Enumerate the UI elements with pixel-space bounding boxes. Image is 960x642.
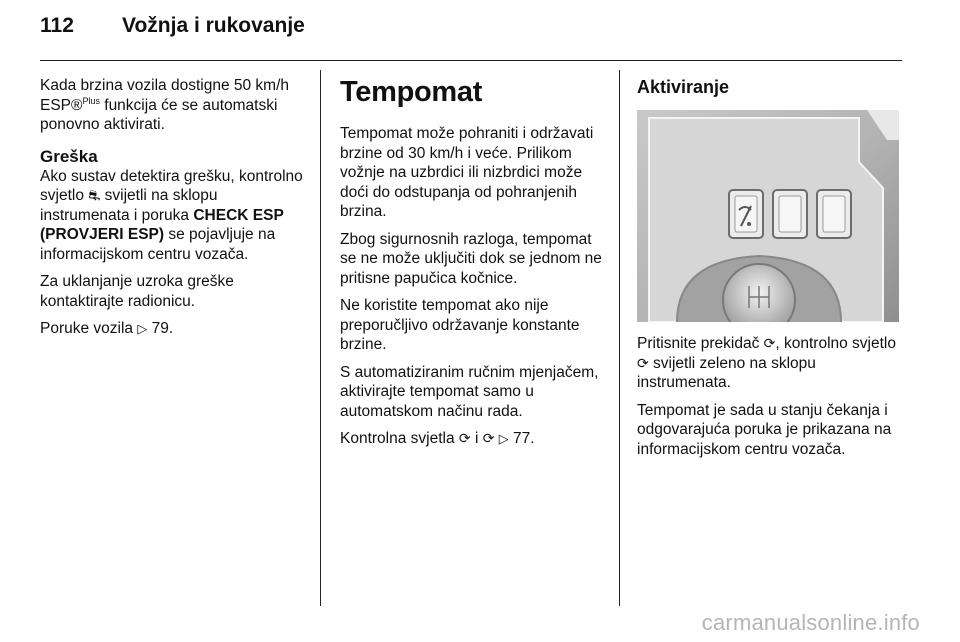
text: Pritisnite prekidač — [637, 335, 764, 352]
page-ref-number: 77. — [508, 430, 535, 447]
warning-paragraph: Ne koristite tempomat ako nije preporučljivo održavanje konstante brzine. — [340, 297, 580, 353]
page-ref-number: 79. — [147, 320, 174, 337]
cruise-intro-paragraph: Tempomat može pohraniti i održavati brzine od 30 km/h i veće. Prilikom vožnje na uzbrdici ili nizbrdici može doći do odstupanja od pohranjenih brzina. — [340, 125, 594, 220]
control-lights-ref — [340, 429, 606, 449]
error-paragraph — [40, 167, 308, 265]
gearbox-paragraph: S automatiziranim ručnim mjenjačem, aktivirajte tempomat samo u automatskom načinu rada. — [340, 363, 599, 420]
vehicle-messages-ref — [40, 319, 308, 339]
text: se pojavljuje na informacijskom centru vozača. — [40, 226, 276, 263]
column-right — [637, 76, 901, 467]
cruise-control-active-icon: ⟳ — [637, 354, 649, 371]
column-divider-1 — [320, 70, 321, 606]
text: i — [470, 430, 483, 447]
text: svijetli na sklopu instrumenata i poruka — [40, 187, 218, 224]
section-title: Vožnja i rukovanje — [122, 14, 305, 37]
esp-reactivation-paragraph — [40, 76, 308, 135]
header-rule — [40, 60, 902, 61]
text: Kontrolna svjetla — [340, 430, 459, 447]
column-divider-2 — [619, 70, 620, 606]
text: , kontrolno svjetlo — [775, 335, 896, 352]
page-ref-arrow-icon: ▷ — [498, 431, 509, 446]
watermark: carmanualsonline.info — [701, 610, 920, 635]
text: Ako sustav detektira grešku, kontrolno svjetlo — [40, 167, 303, 204]
column-left — [40, 76, 308, 347]
press-switch-paragraph — [637, 334, 901, 393]
brake-paragraph: Zbog sigurnosnih razloga, tempomat se ne može uključiti dok se jednom ne pritisne papučica kočnice. — [340, 230, 602, 287]
standby-paragraph: Tempomat je sada u stanju čekanja i odgovarajuća poruka je prikazana na informacijskom centru vozača. — [637, 401, 892, 458]
activation-heading: Aktiviranje — [637, 77, 730, 97]
column-middle — [340, 76, 606, 457]
center-console-switch-photo — [637, 110, 899, 322]
cruise-control-icon: ⟳ — [458, 430, 471, 446]
plus-superscript: Plus — [82, 95, 100, 106]
page-number: 112 — [40, 14, 74, 37]
workshop-paragraph: Za uklanjanje uzroka greške kontaktirajte radionicu. — [40, 273, 234, 310]
text: Kada brzina vozila dostigne 50 km/h ESP® — [40, 77, 290, 114]
esp-warning-icon: ⛐ — [88, 187, 101, 203]
text: svijetli zeleno na sklopu instrumenata. — [637, 354, 816, 391]
cruise-control-icon: ⟳ — [763, 335, 776, 351]
cruise-control-active-icon: ⟳ — [482, 430, 495, 446]
page-ref-arrow-icon: ▷ — [137, 321, 148, 336]
text: funkcija će se automatski ponovno aktivirati. — [40, 96, 278, 133]
check-esp-message: CHECK ESP (PROVJERI ESP) — [40, 206, 284, 243]
text: Poruke vozila — [40, 320, 138, 337]
cruise-control-heading: Tempomat — [340, 76, 483, 108]
error-heading: Greška — [40, 146, 98, 166]
